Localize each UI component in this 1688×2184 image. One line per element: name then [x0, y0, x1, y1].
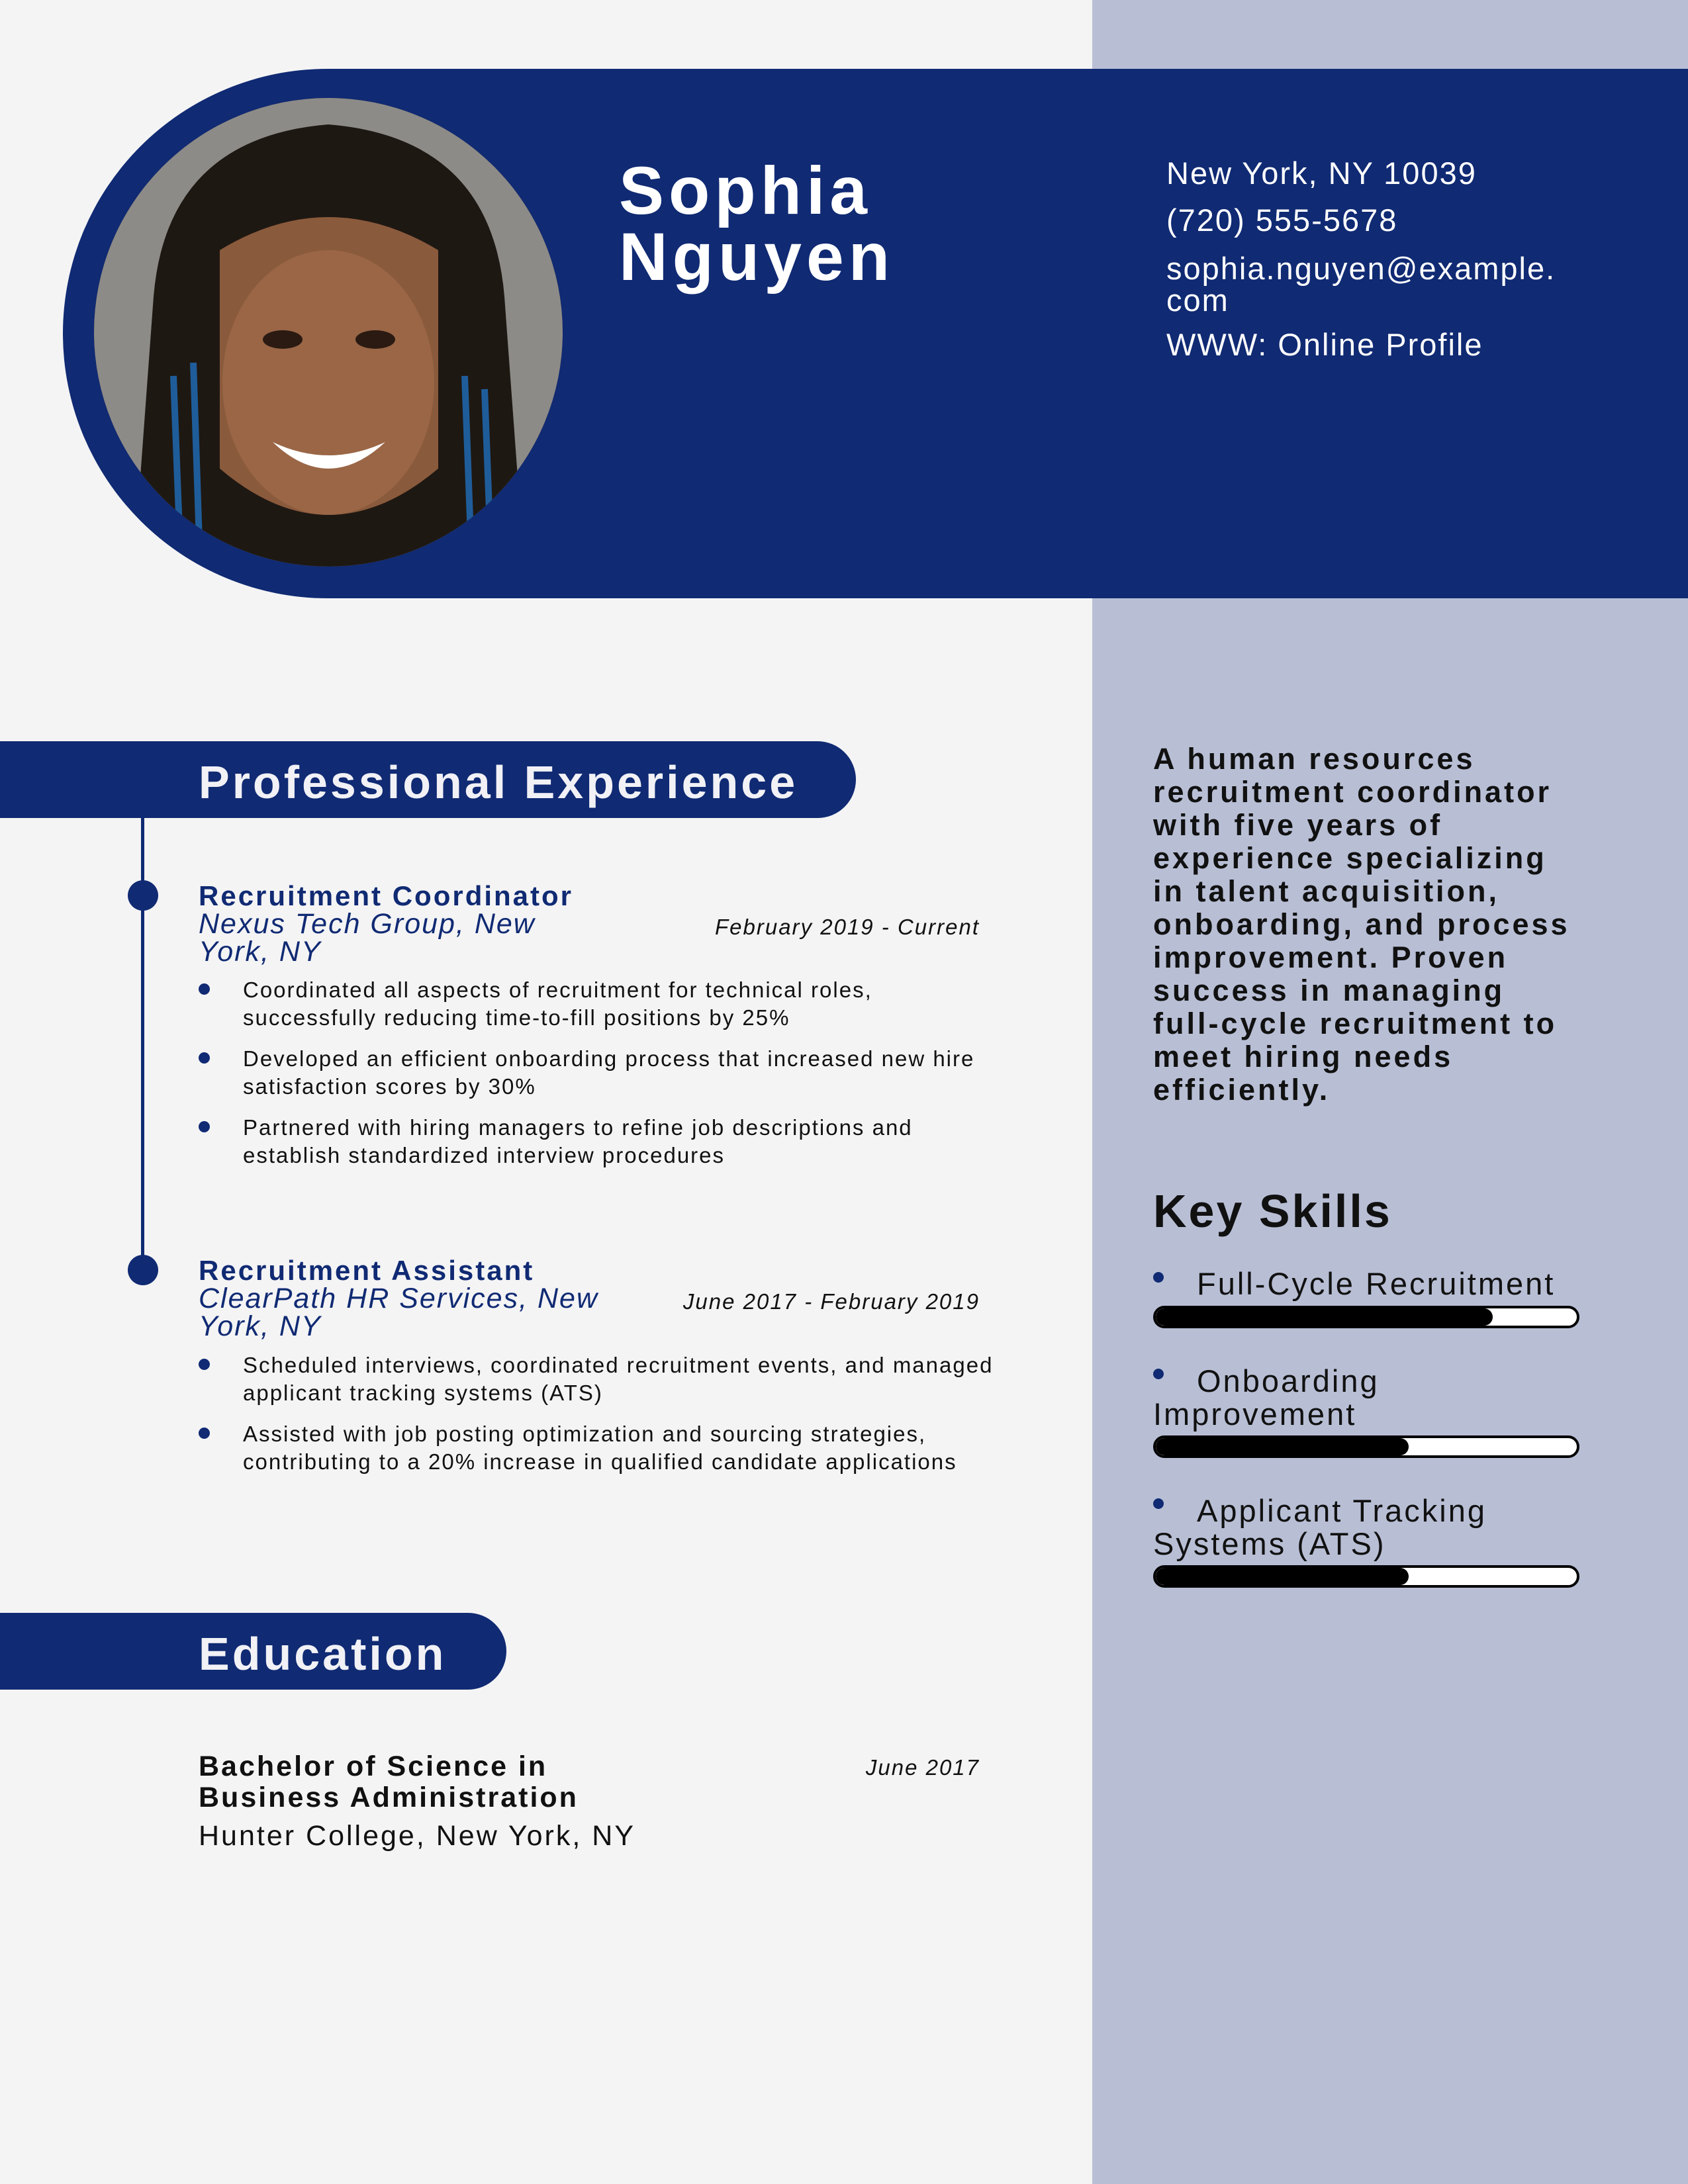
contact-website-link[interactable]: WWW: Online Profile [1166, 327, 1483, 362]
degree-line: Business Administration [199, 1782, 579, 1813]
job-dates: February 2019 - Current [715, 915, 980, 939]
skill-progress-fill [1156, 1438, 1409, 1455]
job-bullet: Assisted with job posting optimization and sourcing strategies, contributing to a 20% increase in qualified candidate applications [243, 1422, 957, 1474]
job-bullet: Coordinated all aspects of recruitment for technical roles, successfully reducing time-to-fill positions by 25% [243, 978, 872, 1030]
bullet-icon [199, 1359, 210, 1370]
job-company: ClearPath HR Services, New York, NY [199, 1283, 599, 1342]
contact-email-line1: sophia.nguyen@example. [1166, 251, 1556, 286]
contact-email-line2: com [1166, 283, 1229, 318]
contact-address: New York, NY 10039 [1166, 156, 1477, 191]
experience-section-header [0, 741, 856, 818]
contact-phone: (720) 555-5678 [1166, 203, 1398, 238]
contact-email[interactable] [1166, 253, 1556, 316]
professional-summary: A human resources recruitment coordinator with five years of experience specializing in talent acquisition, onboarding, and process improvement. Proven success in managing full-cycle recruitment to meet hiring needs efficiently. [1153, 742, 1570, 1107]
bullet-icon [199, 1428, 210, 1439]
education-date: June 2017 [865, 1755, 980, 1780]
job-bullet: Partnered with hiring managers to refine job descriptions and establish standardized interview procedures [243, 1115, 913, 1167]
job-bullet: Developed an efficient onboarding process that increased new hire satisfaction scores by 30% [243, 1046, 975, 1099]
skill-progress-bar [1153, 1565, 1579, 1588]
education-degree [199, 1751, 579, 1813]
experience-title: Professional Experience [199, 756, 798, 808]
last-name: Nguyen [619, 219, 895, 295]
skill-progress-fill [1156, 1308, 1493, 1326]
timeline-dot [128, 1255, 158, 1285]
bullet-icon [199, 1121, 210, 1132]
skill-progress-bar [1153, 1435, 1579, 1458]
education-title: Education [199, 1628, 447, 1680]
job-company: Nexus Tech Group, New York, NY [199, 908, 536, 968]
skill-progress-bar [1153, 1306, 1579, 1328]
skill-label: Onboarding Improvement [1153, 1363, 1380, 1432]
job-title: Recruitment Coordinator [199, 880, 574, 911]
degree-line: Bachelor of Science in [199, 1751, 548, 1782]
bullet-icon [199, 983, 210, 995]
education-school: Hunter College, New York, NY [199, 1820, 636, 1852]
skill-progress-fill [1156, 1568, 1409, 1585]
candidate-name [619, 153, 895, 295]
skill-label: Applicant Tracking Systems (ATS) [1153, 1493, 1487, 1561]
education-section-header [0, 1613, 506, 1690]
profile-photo [94, 98, 563, 567]
skills-title: Key Skills [1153, 1185, 1392, 1237]
job-bullet: Scheduled interviews, coordinated recruitment events, and managed applicant tracking systems (ATS) [243, 1353, 994, 1405]
first-name: Sophia [619, 153, 872, 228]
bullet-icon [199, 1052, 210, 1064]
job-title: Recruitment Assistant [199, 1255, 535, 1286]
job-dates: June 2017 - February 2019 [682, 1289, 980, 1314]
timeline-dot [128, 880, 158, 911]
skill-label: Full-Cycle Recruitment [1197, 1266, 1556, 1301]
